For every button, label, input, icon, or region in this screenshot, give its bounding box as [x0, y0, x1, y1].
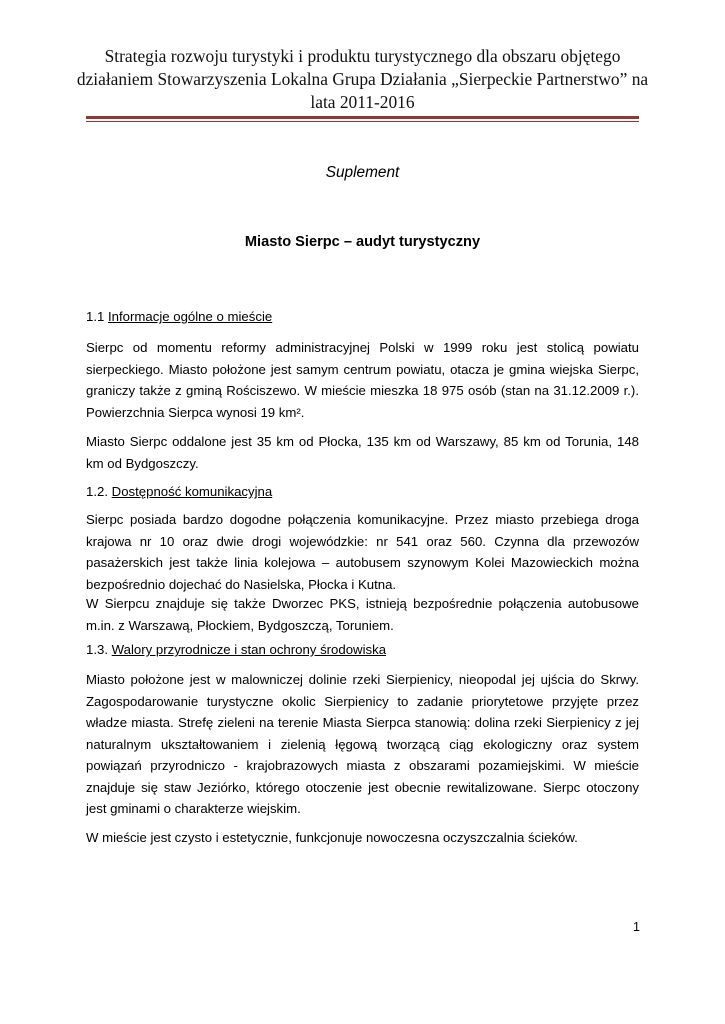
section-number: 1.2.: [86, 484, 108, 499]
section-transport-body: [86, 509, 639, 595]
paragraph: W mieście jest czysto i estetycznie, funkcjonuje nowoczesna oczyszczalnia ścieków.: [86, 830, 578, 845]
section-distances-body: [86, 431, 639, 474]
section-heading: [86, 482, 639, 502]
section-bus-station-body: [86, 593, 639, 636]
paragraph: Sierpc od momentu reformy administracyjnej Polski w 1999 roku jest stolicą powiatu sierpeckiego. Miasto położone jest samym centrum powiatu, otacza je gmina wiejska Sierpc, graniczy także z gminą Rościszewo. W mieście mieszka 18 975 osób (stan na 31.12.2009 r.). Powierzchnia Sierpca wynosi 19 km².: [86, 340, 639, 420]
document-title: Miasto Sierpc – audyt turystyczny: [244, 234, 481, 250]
section-number: 1.1: [86, 309, 105, 324]
section-general-info: [86, 307, 639, 327]
section-title: Dostępność komunikacyjna: [111, 484, 273, 499]
section-number: 1.3.: [86, 642, 108, 657]
header-rule-thick: [86, 116, 639, 119]
section-heading: [86, 640, 639, 660]
section-general-info-body: [86, 337, 639, 423]
supplement-label: Suplement: [325, 164, 400, 181]
paragraph: W Sierpcu znajduje się także Dworzec PKS, istnieją bezpośrednie połączenia autobusowe m.in. z Warszawą, Płockiem, Bydgoszczą, Toruniem.: [86, 596, 639, 633]
section-title: Walory przyrodnicze i stan ochrony środowiska: [111, 642, 387, 657]
paragraph: Miasto Sierpc oddalone jest 35 km od Płocka, 135 km od Warszawy, 85 km od Torunia, 148 km od Bydgoszczy.: [86, 434, 639, 471]
paragraph: Sierpc posiada bardzo dogodne połączenia komunikacyjne. Przez miasto przebiega droga krajowa nr 10 oraz dwie drogi wojewódzkie: nr 541 oraz 560. Czynna dla przewozów pasażerskich jest także linia kolejowa – autobusem szynowym Kolei Mazowieckich można bezpośrednio dojechać do Nasielska, Płocka i Kutna.: [86, 512, 639, 592]
section-transport: [86, 482, 639, 502]
section-nature-body: [86, 669, 639, 820]
running-header-title: Strategia rozwoju turystyki i produktu turystycznego dla obszaru objętego działaniem Stowarzyszenia Lokalna Grupa Działania „Sierpeckie Partnerstwo” na lata 2011-2016: [76, 46, 649, 112]
page-number: 1: [633, 920, 640, 934]
section-heading: [86, 307, 639, 327]
header-rule-thin: [86, 121, 639, 122]
section-nature: [86, 640, 639, 660]
section-cleanliness-body: [86, 827, 639, 849]
paragraph: Miasto położone jest w malowniczej dolinie rzeki Sierpienicy, nieopodal jej ujścia do Skrwy. Zagospodarowanie turystyczne okolic Sierpienicy to zadanie priorytetowe przyjęte przez władze miasta. Strefę zieleni na terenie Miasta Sierpca stanowią: dolina rzeki Sierpienicy z jej naturalnym ukształtowaniem i zielenią łęgową tworzącą ciąg ekologiczny oraz system powiązań przyrodniczo - krajobrazowych miasta z obszarami pozamiejskimi. W mieście znajduje się staw Jeziórko, którego otoczenie jest obecnie rewitalizowane. Sierpc otoczony jest gminami o charakterze wiejskim.: [86, 672, 639, 816]
section-title: Informacje ogólne o mieście: [108, 309, 273, 324]
